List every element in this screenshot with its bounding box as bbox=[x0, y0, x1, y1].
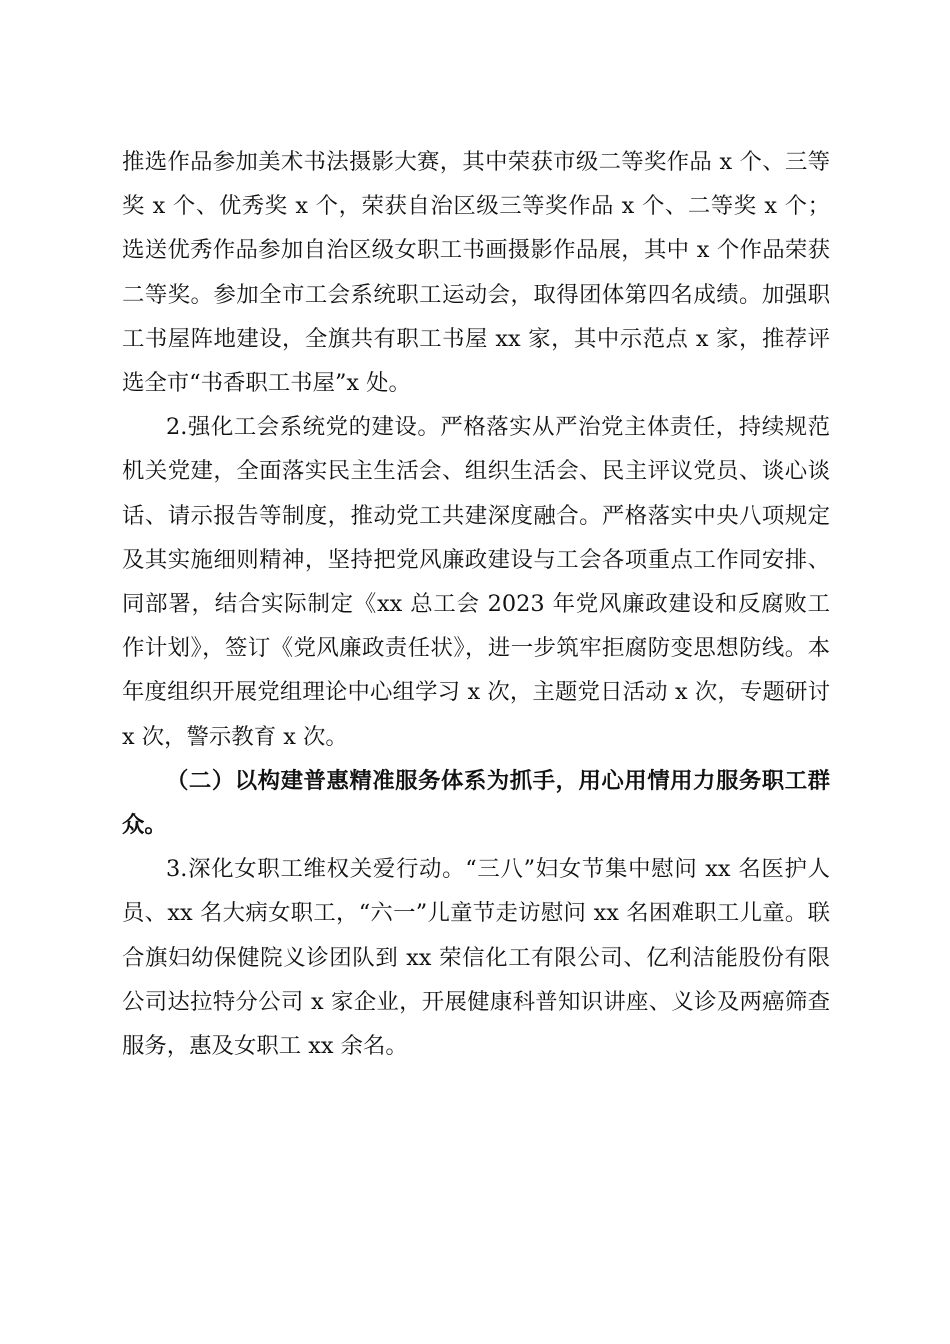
paragraph-item-2: 2.强化工会系统党的建设。严格落实从严治党主体责任，持续规范机关党建，全面落实民主生活会、组织生活会、民主评议党员、谈心谈话、请示报告等制度，推动党工共建深度融合。严格落实中央八项规定及其实施细则精神，坚持把党风廉政建设与工会各项重点工作同安排、同部署，结合实际制定《xx 总工会 2023 年党风廉政建设和反腐败工作计划》，签订《党风廉政责任状》，进一步筑牢拒腐防变思想防线。本年度组织开展党组理论中心组学习 x 次，主题党日活动 x 次，专题研讨 x 次，警示教育 x 次。 bbox=[122, 414, 830, 750]
paragraph-continuation: 推选作品参加美术书法摄影大赛，其中荣获市级二等奖作品 x 个、三等奖 x 个、优秀奖 x 个，荣获自治区级三等奖作品 x 个、二等奖 x 个；选送优秀作品参加自治区级女职工书画摄影作品展，其中 x 个作品荣获二等奖。参加全市工会系统职工运动会，取得团体第四名成绩。加强职工书屋阵地建设，全旗共有职工书屋 xx 家，其中示范点 x 家，推荐评选全市“书香职工书屋”x 处。 bbox=[122, 149, 830, 397]
section-heading-2: （二）以构建普惠精准服务体系为抓手，用心用情用力服务职工群众。 bbox=[122, 767, 830, 839]
paragraph-item-3: 3.深化女职工维权关爱行动。“三八”妇女节集中慰问 xx 名医护人员、xx 名大病女职工，“六一”儿童节走访慰问 xx 名困难职工儿童。联合旗妇幼保健院义诊团队到 xx 荣信化工有限公司、亿利洁能股份有限公司达拉特分公司 x 家企业，开展健康科普知识讲座、义诊及两癌筛查服务，惠及女职工 xx 余名。 bbox=[122, 856, 830, 1060]
document-body bbox=[122, 140, 830, 1068]
